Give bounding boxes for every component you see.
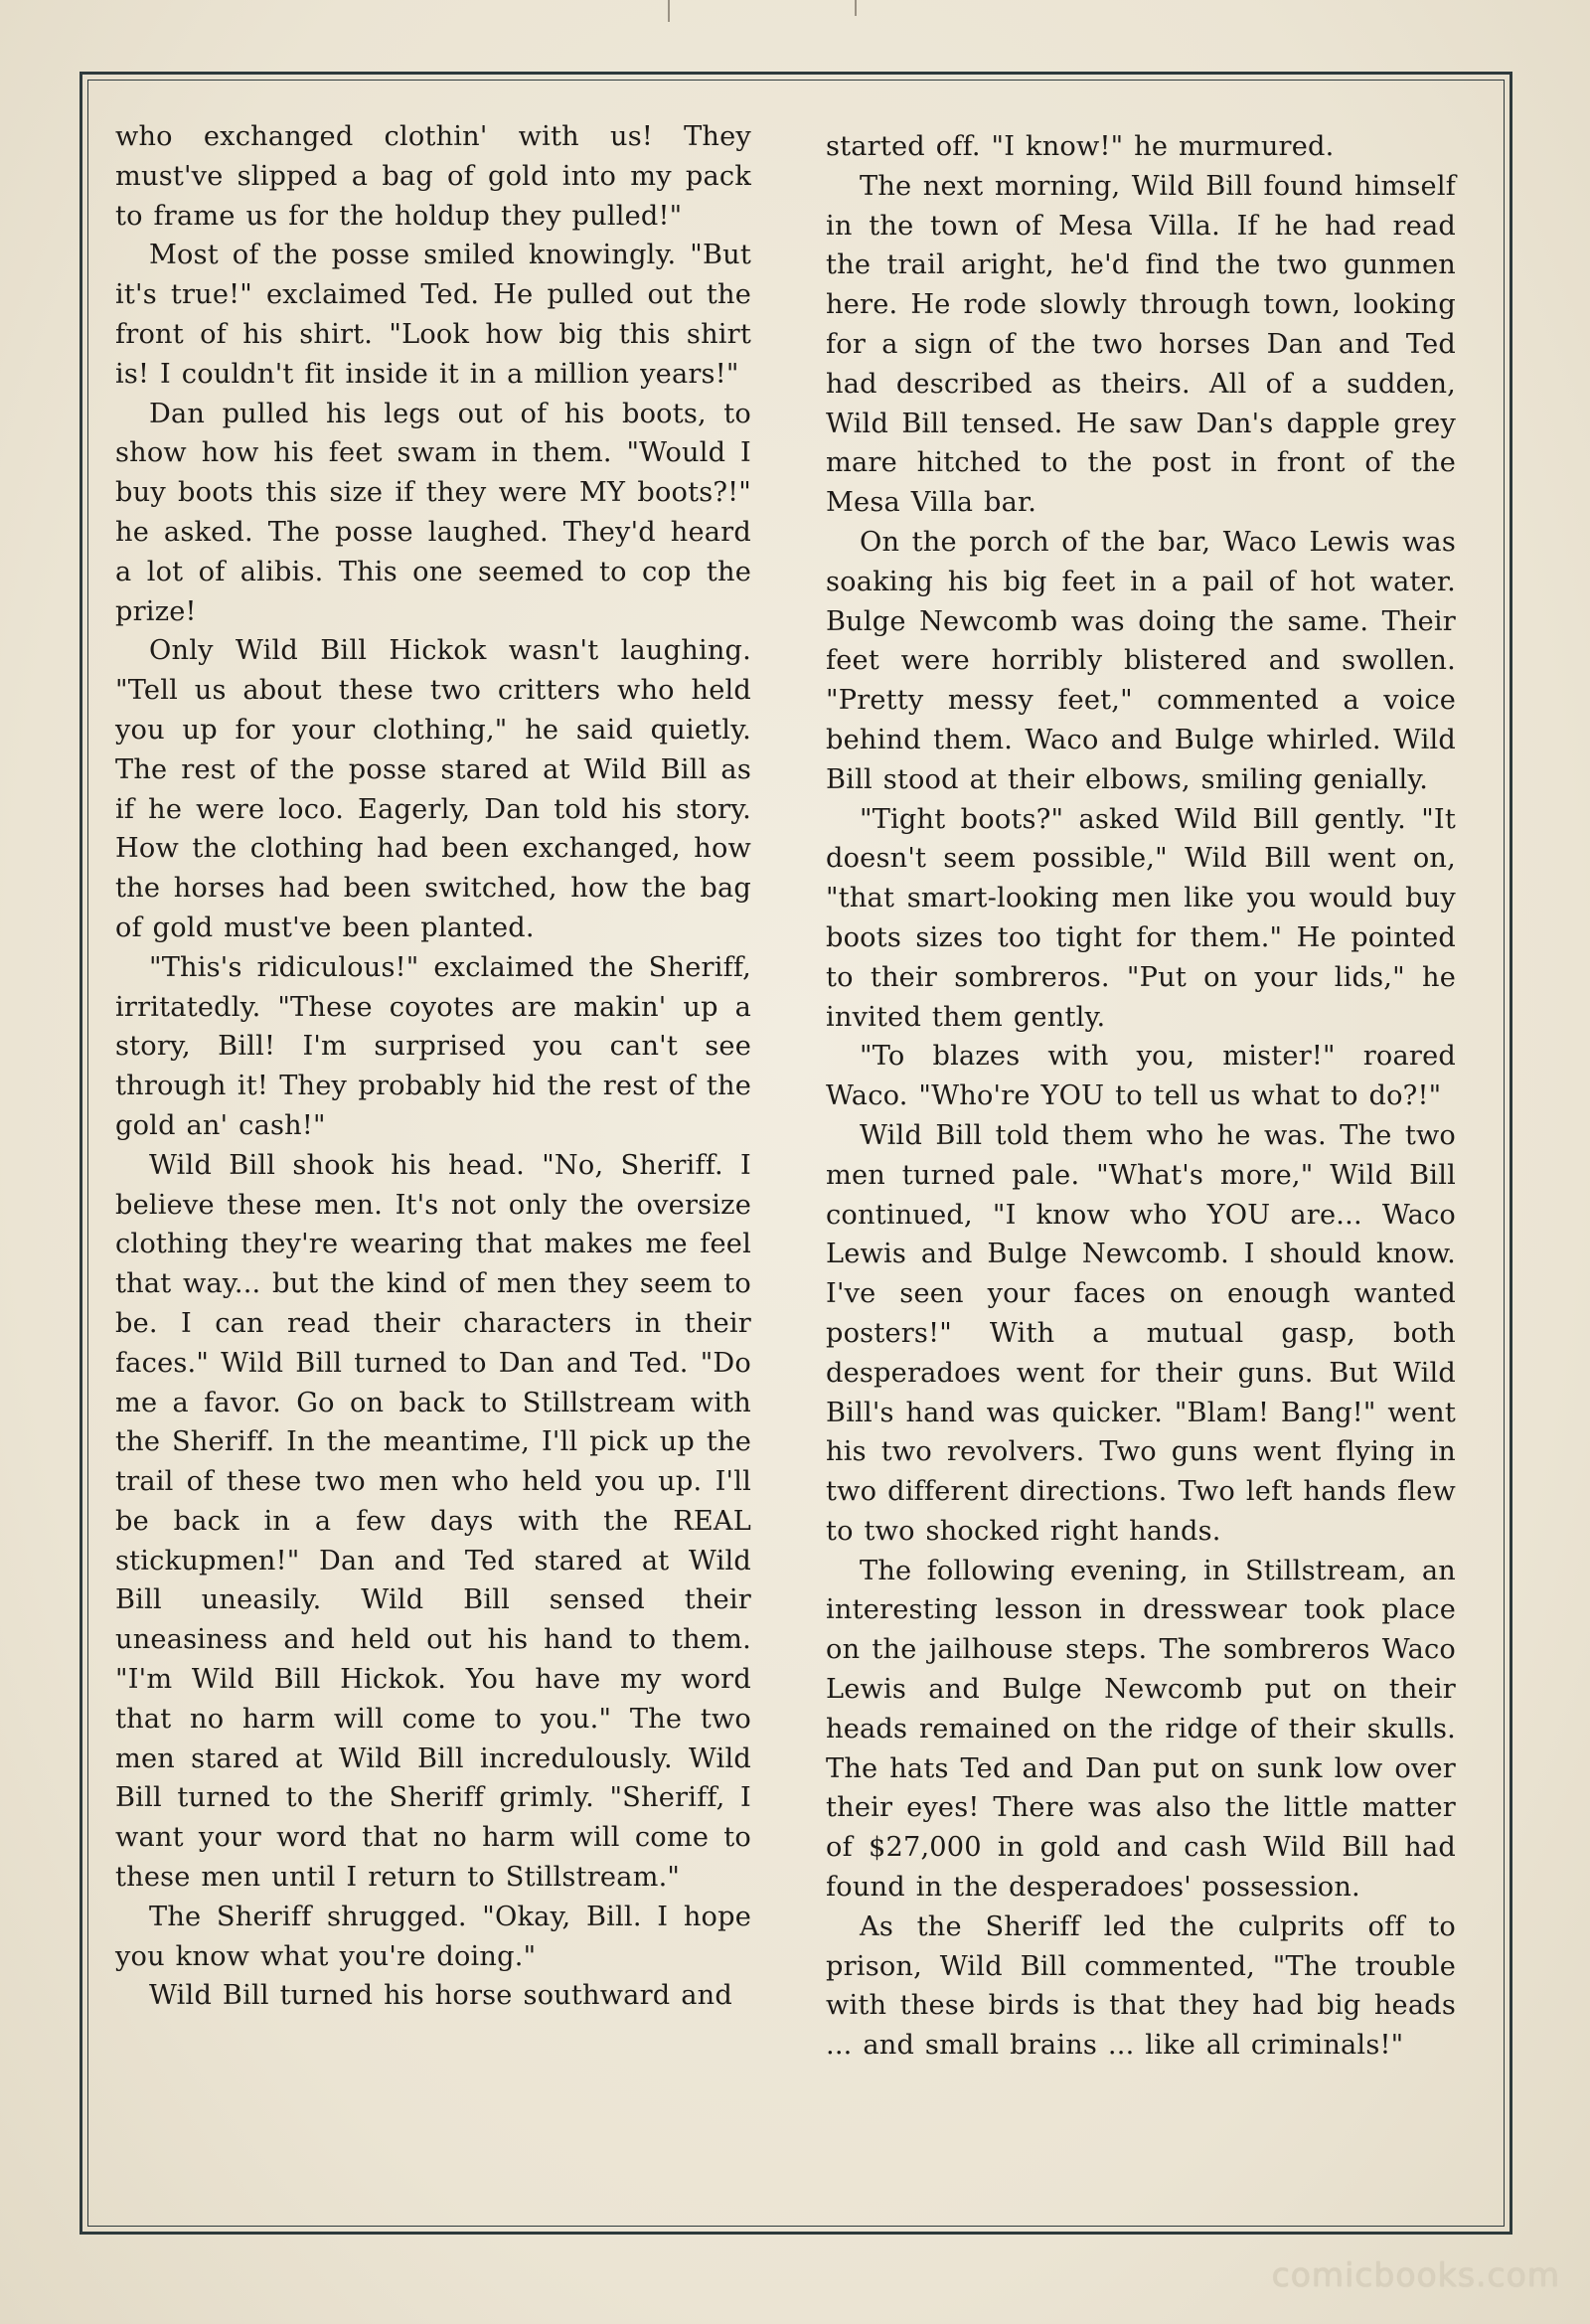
paragraph: On the porch of the bar, Waco Lewis was soaking his big feet in a pail of hot water. Bulge Newcomb was doing the same. Their feet were horribly blistered and swollen. "Pretty messy feet," commented a voice behind them. Waco and Bulge whirled. Wild Bill stood at their elbows, smiling genially. [826, 526, 1456, 795]
paragraph: "This's ridiculous!" exclaimed the Sheriff, irritatedly. "These coyotes are makin' up a story, Bill! I'm surprised you can't see through it! They probably hid the rest of the gold an' cash!" [115, 951, 751, 1141]
left-column [115, 117, 751, 2016]
paragraph: Wild Bill turned his horse southward and [149, 1980, 732, 2012]
site-watermark: comicbooks.com [1271, 2255, 1560, 2294]
paragraph: The next morning, Wild Bill found himself in the town of Mesa Villa. If he had read the trail aright, he'd find the two gunmen here. He rode slowly through town, looking for a sign of the two horses Dan and Ted had described as theirs. All of a sudden, Wild Bill tensed. He saw Dan's dapple grey mare hitched to the post in front of the Mesa Villa bar. [826, 170, 1456, 519]
page-mark [668, 0, 670, 22]
paragraph: Dan pulled his legs out of his boots, to show how his feet swam in them. "Would I buy boots this size if they were MY boots?!" he asked. The posse laughed. They'd heard a lot of alibis. This one seemed to cop the prize! [115, 398, 751, 627]
paragraph: Only Wild Bill Hickok wasn't laughing. "Tell us about these two critters who held you up for your clothing," he said quietly. The rest of the posse stared at Wild Bill as if he were loco. Eagerly, Dan told his story. How the clothing had been exchanged, how the horses had been switched, how the bag of gold must've been planted. [115, 635, 751, 943]
paragraph: Most of the posse smiled knowingly. "But it's true!" exclaimed Ted. He pulled out the front of his shirt. "Look how big this shirt is! I couldn't fit inside it in a million years!" [115, 240, 751, 390]
paragraph: The following evening, in Stillstream, an interesting lesson in dresswear took place on the jailhouse steps. The sombreros Waco Lewis and Bulge Newcomb put on their heads remained on the ridge of their skulls. The hats Ted and Dan put on sunk low over their eyes! There was also the little matter of $27,000 in gold and cash Wild Bill had found in the desperadoes' possession. [826, 1555, 1456, 1904]
paragraph: who exchanged clothin' with us! They must've slipped a bag of gold into my pack to frame us for the holdup they pulled!" [115, 121, 751, 232]
paragraph: The Sheriff shrugged. "Okay, Bill. I hope you know what you're doing." [115, 1901, 751, 1972]
right-column [826, 127, 1456, 2066]
paragraph: "To blazes with you, mister!" roared Waco. "Who're YOU to tell us what to do?!" [826, 1041, 1456, 1112]
paragraph: Wild Bill shook his head. "No, Sheriff. I believe these men. It's not only the oversize clothing they're wearing that makes me feel that way... but the kind of men they seem to be. I can read their characters in their faces." Wild Bill turned to Dan and Ted. "Do me a favor. Go on back to Stillstream with the Sheriff. In the meantime, I'll pick up the trail of these two men who held you up. I'll be back in a few days with the REAL stickupmen!" Dan and Ted stared at Wild Bill uneasily. Wild Bill sensed their uneasiness and held out his hand to them. "I'm Wild Bill Hickok. You have my word that no harm will come to you." The two men stared at Wild Bill incredulously. Wild Bill turned to the Sheriff grimly. "Sheriff, I want your word that no harm will come to these men until I return to Stillstream." [115, 1149, 751, 1894]
page-mark [855, 0, 857, 16]
paragraph: As the Sheriff led the culprits off to prison, Wild Bill commented, "The trouble with these birds is that they had big heads ... and small brains ... like all criminals!" [826, 1910, 1456, 2062]
paragraph: started off. "I know!" he murmured. [826, 131, 1335, 162]
paragraph: Wild Bill told them who he was. The two men turned pale. "What's more," Wild Bill continued, "I know who YOU are... Waco Lewis and Bulge Newcomb. I should know. I've seen your faces on enough wanted posters!" With a mutual gasp, both desperadoes went for their guns. But Wild Bill's hand was quicker. "Blam! Bang!" went his two revolvers. Two guns went flying in two different directions. Two left hands flew to two shocked right hands. [826, 1119, 1456, 1547]
paragraph: "Tight boots?" asked Wild Bill gently. "It doesn't seem possible," Wild Bill went on, "that smart-looking men like you would buy boots sizes too tight for them." He pointed to their sombreros. "Put on your lids," he invited them gently. [826, 803, 1456, 1033]
